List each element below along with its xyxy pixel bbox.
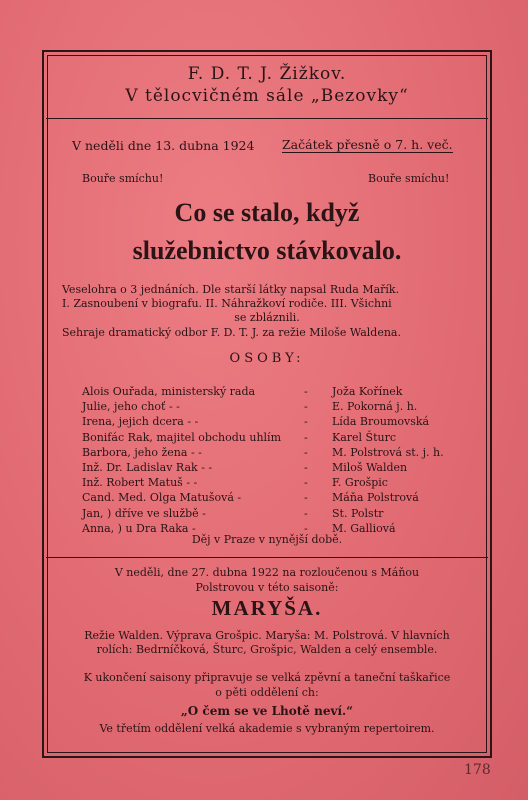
cast-row: Barbora, jeho žena - - - M. Polstrová st. j. h. <box>82 445 444 459</box>
academy-note: Ve třetím oddělení velká akademie s vybraným repertoirem. <box>99 722 435 735</box>
venue-line: V tělocvičném sále „Bezovky“ <box>125 86 409 106</box>
play-description: Veselohra o 3 jednáních. Dle starší látky napsal Ruda Mařík. <box>62 283 400 296</box>
archive-page-number: 178 <box>464 762 491 778</box>
performance-date: V neděli dne 13. dubna 1924 <box>72 138 255 153</box>
production-credit: Sehraje dramatický odbor F. D. T. J. za režie Miloše Waldena. <box>62 326 401 339</box>
play-title-line1: Co se stalo, když <box>174 198 360 227</box>
cast-row: Julie, jeho choť - - - E. Pokorná j. h. <box>82 400 418 414</box>
cast-row: Bonifác Rak, majitel obchodu uhlím - Karel Šturc <box>82 430 397 444</box>
cast-row: Anna, ) u Dra Raka - - M. Galliová <box>82 521 396 535</box>
revue-title: „O čem se ve Lhotě neví.“ <box>180 704 354 718</box>
section-divider <box>46 557 488 558</box>
act-list: I. Zasnoubení v biografu. II. Náhražkoví rodiče. III. Všichni <box>62 297 392 310</box>
cast-row: Jan, ) dříve ve službě - - St. Polstr <box>82 506 384 520</box>
season-closing-line2: o pěti oddělení ch: <box>215 686 319 699</box>
second-play-credits2: rolích: Bedrníčková, Šturc, Grošpic, Walden a celý ensemble. <box>96 643 438 656</box>
tagline-left: Bouře smíchu! <box>82 172 164 185</box>
second-play-title: MARYŠA. <box>211 596 323 620</box>
start-time: Začátek přesně o 7. h. več. <box>282 137 453 152</box>
setting-note: Děj v Praze v nynější době. <box>191 533 343 546</box>
cast-row: Irena, jejich dcera - - - Lída Broumovská <box>82 415 430 429</box>
play-title-line2: služebnictvo stávkovalo. <box>132 236 402 265</box>
farewell-line2: Polstrovou v této saisoně: <box>195 581 339 594</box>
cast-list <box>82 385 462 537</box>
organization-name: F. D. T. J. Žižkov. <box>187 64 347 84</box>
cast-row: Inž. Dr. Ladislav Rak - - - Miloš Walden <box>82 460 408 474</box>
cast-row: Inž. Robert Matuš - - - F. Grošpic <box>82 476 388 490</box>
cast-heading: OSOBY: <box>229 351 305 366</box>
cast-row: Cand. Med. Olga Matušová - - Máňa Polstrová <box>82 491 419 505</box>
cast-row: Alois Ouřada, ministerský rada - Joža Kořínek <box>82 385 403 398</box>
tagline-right: Bouře smíchu! <box>368 172 450 185</box>
season-closing-line1: K ukončení saisony připravuje se velká zpěvní a taneční taškařice <box>83 671 451 684</box>
act-list-continued: se zbláznili. <box>234 311 300 324</box>
second-play-credits1: Režie Walden. Výprava Grošpic. Maryša: M. Polstrová. V hlavních <box>84 629 450 642</box>
header-divider <box>46 118 488 119</box>
farewell-line1: V neděli, dne 27. dubna 1922 na rozloučenou s Máňou <box>114 566 420 579</box>
